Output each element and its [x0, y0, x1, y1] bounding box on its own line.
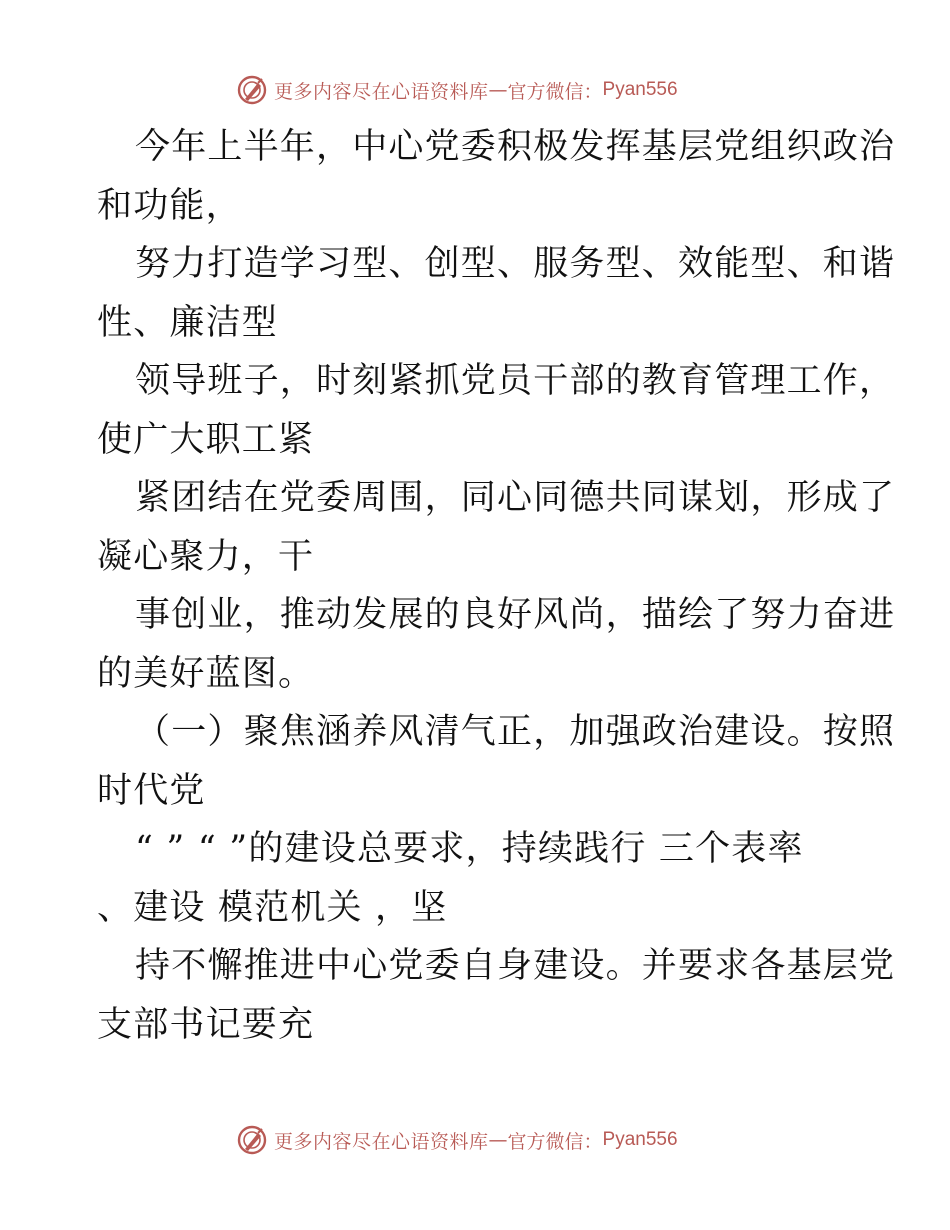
paragraph-line: 领导班子，时刻紧抓党员干部的教育管理工作，	[135, 361, 896, 401]
paragraph-line: 性、廉洁型	[97, 302, 279, 343]
paragraph-line: 凝心聚力，干	[97, 536, 315, 577]
paragraph-line: 的美好蓝图。	[97, 653, 315, 694]
header-banner[interactable]	[236, 72, 716, 108]
paragraph-line: 支部书记要充	[97, 1004, 315, 1045]
paragraph-line: 时代党	[97, 770, 206, 811]
banner-dash: —	[488, 1129, 508, 1151]
footer-banner[interactable]	[236, 1122, 716, 1158]
banner-wechat-id: Pyan556	[602, 79, 678, 100]
paragraph-line: 持不懈推进中心党委自身建设。并要求各基层党	[135, 946, 896, 986]
banner-dash: —	[488, 79, 508, 101]
pen-circle-logo-icon	[236, 1124, 268, 1156]
banner-wechat-label: 官方微信：	[507, 1130, 603, 1153]
paragraph-line: 努力打造学习型、创型、服务型、效能型、和谐	[135, 244, 896, 284]
banner-wechat-id: Pyan556	[602, 1129, 678, 1150]
banner-wechat-label: 官方微信：	[507, 80, 603, 103]
paragraph-line: 今年上半年，中心党委积极发挥基层党组织政治	[135, 127, 896, 167]
paragraph-line: 紧团结在党委周围，同心同德共同谋划，形成了	[135, 478, 896, 518]
paragraph-line: 事创业，推动发展的良好风尚，描绘了努力奋进	[135, 595, 896, 635]
paragraph-line: 、建设 模范机关 ，坚	[97, 887, 448, 928]
banner-main-text: 更多内容尽在心语资料库	[274, 1130, 489, 1153]
section-heading-line: （一）聚焦涵养风清气正，加强政治建设。按照	[135, 712, 896, 752]
paragraph-line: 和功能，	[97, 185, 242, 226]
document-body	[97, 118, 896, 1054]
paragraph-line: 使广大职工紧	[97, 419, 315, 460]
pen-circle-logo-icon	[236, 74, 268, 106]
banner-main-text: 更多内容尽在心语资料库	[274, 80, 489, 103]
paragraph-line: “ ” “ ”的建设总要求，持续践行 三个表率	[135, 829, 804, 869]
